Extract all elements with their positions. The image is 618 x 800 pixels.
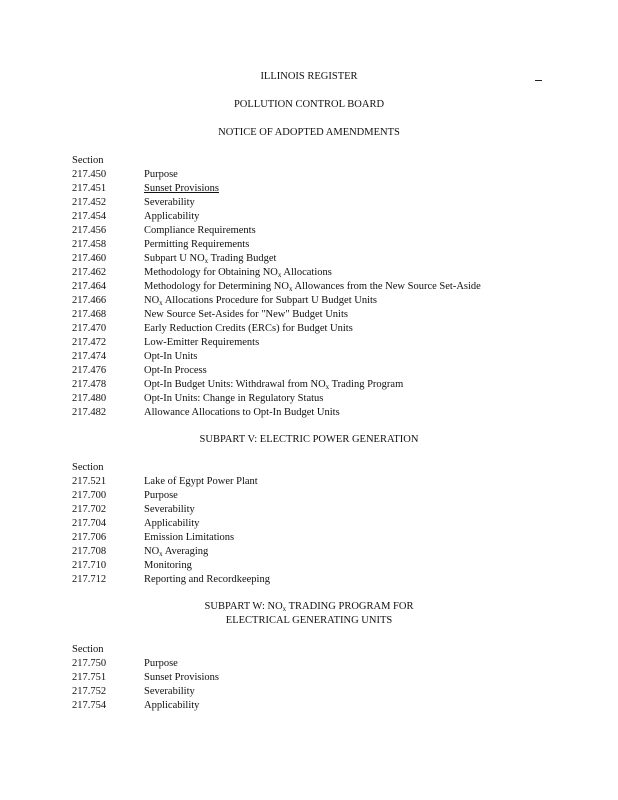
section-label: Section	[72, 644, 104, 655]
section-title: Early Reduction Credits (ERCs) for Budget Units	[144, 323, 353, 334]
section-number: 217.751	[72, 672, 107, 683]
section-title: Severability	[144, 504, 195, 515]
section-title: Opt-In Units	[144, 351, 198, 362]
section-title: Opt-In Units: Change in Regulatory Status	[144, 393, 324, 404]
section-title: New Source Set-Asides for "New" Budget Units	[144, 309, 348, 320]
section-number: 217.458	[72, 239, 107, 250]
section-number: 217.454	[72, 211, 107, 222]
subpart-w-heading-line1: SUBPART W: $NO_x$ TRADING PROGRAM FOR	[204, 601, 414, 613]
notice-title: NOTICE OF ADOPTED AMENDMENTS	[218, 127, 400, 138]
section-title: Emission Limitations	[144, 532, 235, 543]
section-title: Monitoring	[144, 560, 192, 571]
section-title: Sunset Provisions	[144, 672, 219, 683]
section-number: 217.476	[72, 365, 107, 376]
section-number: 217.460	[72, 253, 107, 264]
section-number: 217.451	[72, 183, 107, 194]
section-title: Permitting Requirements	[144, 239, 250, 250]
section-label: Section	[72, 462, 104, 473]
section-title: Opt-In Budget Units: Withdrawal from $NO_x$ Trading Program	[144, 379, 404, 391]
section-title: Opt-In Process	[144, 365, 207, 376]
section-title: Applicability	[144, 518, 200, 529]
section-number: 217.708	[72, 546, 107, 557]
section-number: 217.452	[72, 197, 107, 208]
section-title: Purpose	[144, 490, 178, 501]
section-number: 217.480	[72, 393, 107, 404]
section-number: 217.482	[72, 407, 107, 418]
section-title: Purpose	[144, 658, 178, 669]
section-number: 217.704	[72, 518, 107, 529]
section-number: 217.712	[72, 574, 107, 585]
section-title: $NO_x$ Allocations Procedure for Subpart U Budget Units	[144, 295, 378, 307]
section-number: 217.466	[72, 295, 107, 306]
section-number: 217.750	[72, 658, 107, 669]
subpart-v-heading: SUBPART V: ELECTRIC POWER GENERATION	[199, 434, 419, 445]
section-title: Applicability	[144, 211, 200, 222]
section-title: Allowance Allocations to Opt-In Budget Units	[144, 407, 340, 418]
section-number: 217.462	[72, 267, 107, 278]
section-title: Sunset Provisions	[144, 183, 219, 194]
section-title: Applicability	[144, 700, 200, 711]
subpart-w-heading-line2: ELECTRICAL GENERATING UNITS	[225, 615, 393, 626]
section-number: 217.464	[72, 281, 107, 292]
section-title: Low-Emitter Requirements	[144, 337, 260, 348]
section-title: Compliance Requirements	[144, 225, 256, 236]
section-number: 217.521	[72, 476, 107, 487]
section-number: 217.472	[72, 337, 107, 348]
section-number: 217.702	[72, 504, 107, 515]
section-number: 217.456	[72, 225, 107, 236]
section-number: 217.700	[72, 490, 107, 501]
section-title: Methodology for Determining $NO_x$ Allowances from the New Source Set-Aside	[144, 281, 481, 293]
section-number: 217.450	[72, 169, 107, 180]
margin-mark	[535, 80, 542, 81]
section-title: Purpose	[144, 169, 178, 180]
section-title: Severability	[144, 686, 195, 697]
section-number: 217.468	[72, 309, 107, 320]
section-label: Section	[72, 155, 104, 166]
board-title: POLLUTION CONTROL BOARD	[233, 99, 385, 110]
section-number: 217.710	[72, 560, 107, 571]
section-title: Methodology for Obtaining $NO_x$ Allocations	[144, 267, 332, 279]
section-title: Severability	[144, 197, 195, 208]
section-number: 217.706	[72, 532, 107, 543]
section-number: 217.752	[72, 686, 107, 697]
section-title: Reporting and Recordkeeping	[144, 574, 270, 585]
register-title: ILLINOIS REGISTER	[260, 71, 358, 82]
section-title: Lake of Egypt Power Plant	[144, 476, 258, 487]
section-number: 217.754	[72, 700, 107, 711]
section-number: 217.474	[72, 351, 107, 362]
section-number: 217.470	[72, 323, 107, 334]
section-number: 217.478	[72, 379, 107, 390]
section-title: $NO_x$ Averaging	[144, 546, 209, 558]
section-title: Subpart U $NO_x$ Trading Budget	[144, 253, 277, 265]
